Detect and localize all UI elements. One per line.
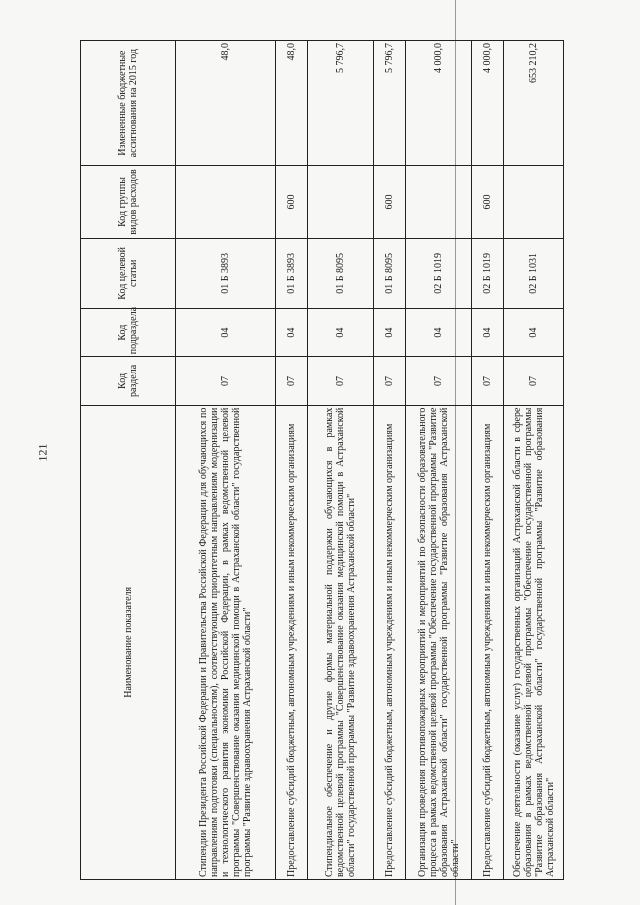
- cell-amount: 5 796,7: [308, 41, 374, 166]
- cell-expense-group: 600: [374, 166, 406, 238]
- header-section: Код раздела: [81, 357, 176, 405]
- table-row: [176, 41, 276, 880]
- cell-section: 07: [406, 357, 472, 405]
- cell-expense-group: 600: [472, 166, 504, 238]
- cell-amount: 4 000,0: [406, 41, 472, 166]
- cell-name: Организация проведения противопожарных мероприятий и мероприятий по безопасности образовательного процесса в рамках ведомственной целевой программы "Обеспечение государственной программы "Развитие образования Астраханской области" государственной программы "Развитие образования Астраханской области": [406, 405, 472, 879]
- cell-target-article: 02 Б 1031: [504, 238, 564, 308]
- cell-subsection: 04: [472, 308, 504, 356]
- cell-name: Стипендиальное обеспечение и другие формы материальной поддержки обучающихся в рамках ведомственной целевой программы "Совершенствование оказания медицинской помощи в Астраханской области" государственной программы "Развитие здравоохранения Астраханской области": [308, 405, 374, 879]
- cell-amount: 653 210,2: [504, 41, 564, 166]
- cell-expense-group: [176, 166, 276, 238]
- cell-section: 07: [472, 357, 504, 405]
- table-row: [374, 41, 406, 880]
- cell-subsection: 04: [276, 308, 308, 356]
- page-number: 121: [35, 443, 50, 462]
- table-row: [308, 41, 374, 880]
- cell-target-article: 02 Б 1019: [472, 238, 504, 308]
- table-row: [504, 41, 564, 880]
- header-name: Наименование показателя: [81, 405, 176, 879]
- cell-target-article: 01 Б 8095: [374, 238, 406, 308]
- header-expense-group: Код группы видов расходов: [81, 166, 176, 238]
- table-row: [276, 41, 308, 880]
- cell-name: Предоставление субсидий бюджетным, автономным учреждениям и иным некоммерческим организациям: [276, 405, 308, 879]
- cell-expense-group: 600: [276, 166, 308, 238]
- cell-target-article: 02 Б 1019: [406, 238, 472, 308]
- cell-section: 07: [176, 357, 276, 405]
- cell-subsection: 04: [374, 308, 406, 356]
- cell-subsection: 04: [176, 308, 276, 356]
- cell-section: 07: [308, 357, 374, 405]
- cell-target-article: 01 Б 3893: [276, 238, 308, 308]
- cell-expense-group: [504, 166, 564, 238]
- cell-subsection: 04: [504, 308, 564, 356]
- header-subsection: Код подраздела: [81, 308, 176, 356]
- cell-name: Предоставление субсидий бюджетным, автономным учреждениям и иным некоммерческим организациям: [472, 405, 504, 879]
- cell-expense-group: [308, 166, 374, 238]
- cell-subsection: 04: [308, 308, 374, 356]
- cell-name: Предоставление субсидий бюджетным, автономным учреждениям и иным некоммерческим организациям: [374, 405, 406, 879]
- cell-section: 07: [504, 357, 564, 405]
- cell-amount: 5 796,7: [374, 41, 406, 166]
- cell-target-article: 01 Б 3893: [176, 238, 276, 308]
- table-row: [472, 41, 504, 880]
- cell-amount: 48,0: [276, 41, 308, 166]
- table-row: [406, 41, 472, 880]
- cell-amount: 4 000,0: [472, 41, 504, 166]
- cell-section: 07: [374, 357, 406, 405]
- header-row: [81, 41, 176, 880]
- cell-target-article: 01 Б 8095: [308, 238, 374, 308]
- cell-section: 07: [276, 357, 308, 405]
- cell-subsection: 04: [406, 308, 472, 356]
- cell-amount: 48,0: [176, 41, 276, 166]
- cell-name: Обеспечение деятельности (оказание услуг) государственных организаций Астраханской области в сфере образования в рамках ведомственной целевой программы "Обеспечение государственной программы "Развитие образования Астраханской области" государственной программы "Развитие образования Астраханской области": [504, 405, 564, 879]
- cell-name: Стипендии Президента Российской Федерации и Правительства Российской Федерации для обучающихся по направлениям подготовки (специальностям), соответствующим приоритетным направлениям модернизации и технологического развития экономики Российской Федерации, в рамках ведомственной целевой программы "Совершенствование оказания медицинской помощи в Астраханской области" государственной программы "Развитие здравоохранения Астраханской области": [176, 405, 276, 879]
- rotated-page: [80, 40, 580, 880]
- budget-table: [80, 40, 564, 880]
- header-target-article: Код целевой статьи: [81, 238, 176, 308]
- header-amount: Измененные бюджетные ассигнования на 2015 год: [81, 41, 176, 166]
- cell-expense-group: [406, 166, 472, 238]
